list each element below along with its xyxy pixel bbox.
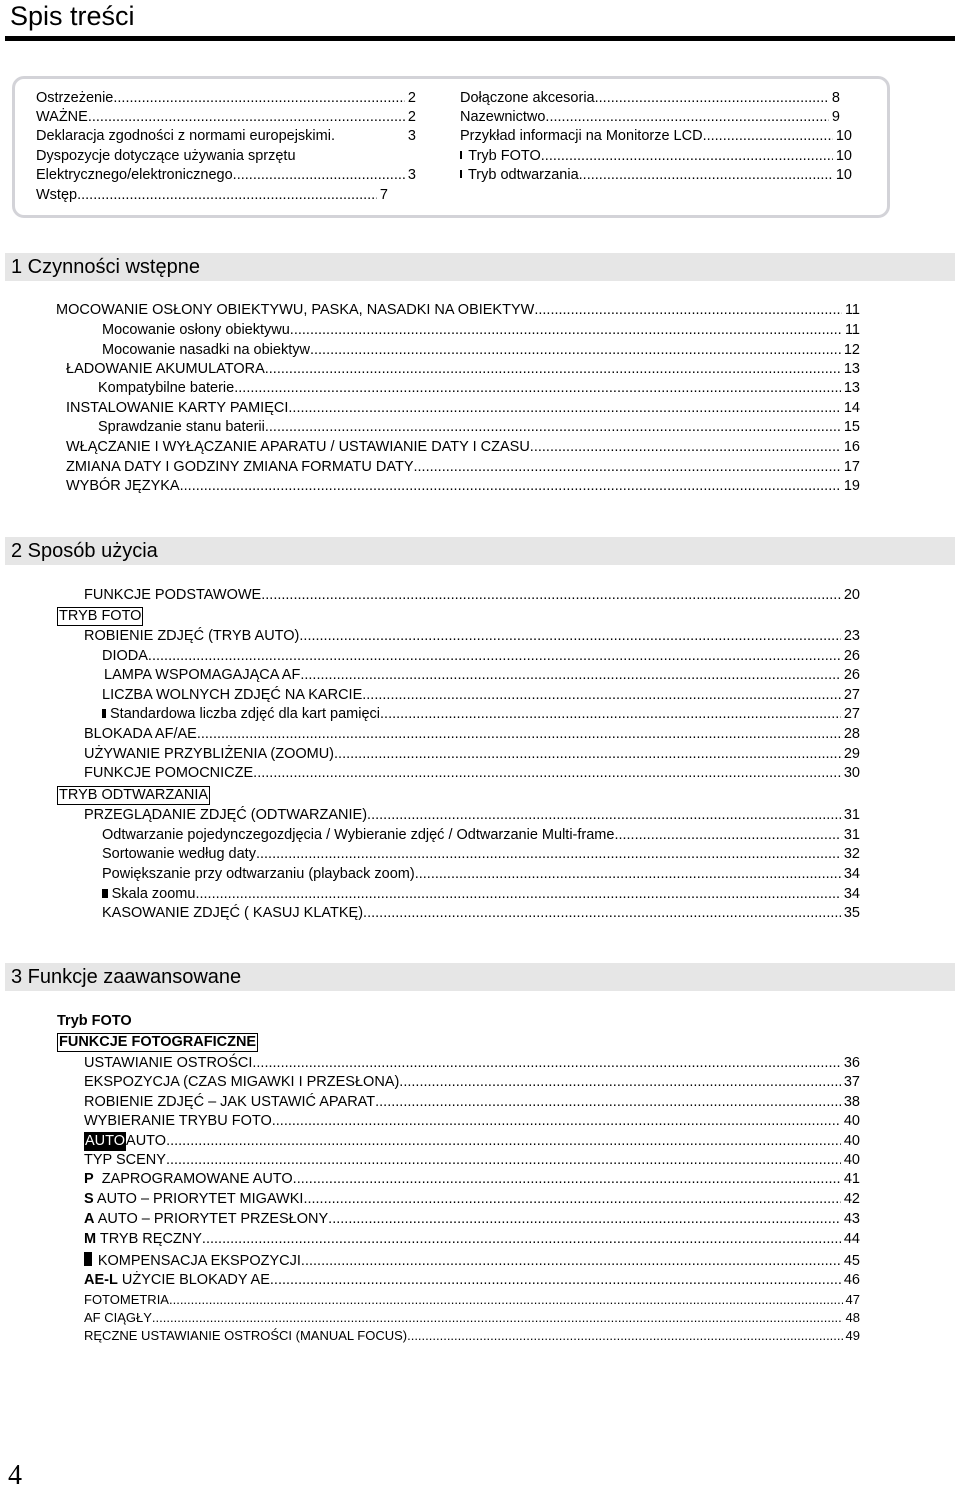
square-bullet-icon [102,889,108,898]
toc-entry[interactable] [102,705,860,724]
exposure-compensation-icon [84,1252,92,1266]
toc-page-number: 35 [843,905,860,921]
dot-leader [180,477,841,496]
toc-entry[interactable] [36,186,388,205]
dot-leader [303,1190,840,1209]
dot-leader [530,438,841,457]
toc-entry-label: AUTO [126,1133,167,1149]
toc-entry-label: Elektrycznego/elektronicznego. [36,167,237,183]
toc-entry[interactable] [84,1132,860,1151]
toc-entry-label: TRYB RĘCZNY [96,1231,202,1247]
toc-entry-label: Powiększanie przy odtwarzaniu (playback zoom) [102,866,415,882]
toc-entry-label: KASOWANIE ZDJĘĆ ( KASUJ KLATKĘ) [102,905,364,921]
dot-leader [300,666,841,685]
dot-leader [375,1093,841,1112]
toc-page-number: 12 [843,342,860,358]
toc-page-number: 44 [843,1231,860,1247]
toc-entry[interactable] [36,89,416,108]
toc-entry-label: AUTO – PRIORYTET MIGAWKI [93,1191,304,1207]
toc-entry[interactable] [98,379,860,398]
toc-entry-label: WYBIERANIE TRYBU FOTO [84,1113,272,1129]
toc-entry[interactable] [84,1308,860,1327]
toc-page-number: 40 [843,1133,860,1149]
dot-leader [202,1230,841,1249]
toc-page-number: 11 [844,322,860,338]
toc-entry[interactable] [66,399,860,418]
dot-leader [299,627,840,646]
toc-entry[interactable] [460,166,852,185]
toc-entry[interactable] [84,764,860,783]
toc-entry-label: Nazewnictwo [460,109,546,125]
toc-entry[interactable] [66,360,860,379]
toc-entry-label: BLOKADA AF/AE [84,726,197,742]
toc-entry[interactable] [84,1093,860,1112]
toc-entry-label: LICZBA WOLNYCH ZDJĘĆ NA KARCIE [102,687,363,703]
toc-entry-label: Wstęp [36,187,78,203]
toc-entry[interactable] [66,458,860,477]
toc-entry-label: ZMIANA DATY I GODZINY ZMIANA FORMATU DATY [66,459,414,475]
toc-entry[interactable] [84,1112,860,1131]
toc-entry-label: Deklaracja zgodności z normami europejskimi. [36,128,335,144]
dot-leader [265,360,841,379]
toc-entry-label: EKSPOZYCJA (CZAS MIGAWKI I PRZESŁONA) [84,1074,400,1090]
toc-entry[interactable] [84,586,860,605]
toc-page-number: 34 [843,866,860,882]
section-heading: 1 Czynności wstępne [5,253,955,281]
toc-entry[interactable] [102,321,860,340]
page-title: Spis treści [10,1,135,31]
toc-page-number: 10 [835,128,852,144]
toc-entry[interactable] [36,127,416,146]
toc-entry-text: Dyspozycje dotyczące używania sprzętu [36,148,296,164]
dot-leader [88,108,405,127]
dot-leader [290,321,842,340]
toc-page-number: 9 [831,109,840,125]
toc-page-number: 10 [835,148,852,164]
dot-leader [152,1308,843,1327]
toc-entry-label: USTAWIANIE OSTROŚCI [84,1055,253,1071]
dot-leader [579,166,833,185]
toc-entry[interactable] [102,341,860,360]
dot-leader [545,108,829,127]
toc-page-number: 41 [843,1171,860,1187]
dot-leader [415,865,841,884]
toc-page-number: 40 [843,1113,860,1129]
dot-leader [414,458,841,477]
toc-entry-label: PRZEGLĄDANIE ZDJĘĆ (ODTWARZANIE) [84,807,368,823]
dot-leader [113,89,405,108]
dot-leader [367,806,841,825]
toc-entry-label: AF CIĄGŁY [84,1310,152,1325]
square-bullet-icon [102,709,106,718]
toc-entry-label: Przykład informacji na Monitorze LCD [460,128,703,144]
toc-entry-label: ROBIENIE ZDJĘĆ (TRYB AUTO) [84,628,300,644]
toc-entry[interactable]: P ZAPROGRAMOWANE AUTO ..... 41 [84,1170,860,1189]
toc-entry-label: RĘCZNE USTAWIANIE OSTROŚCI (MANUAL FOCUS) [84,1328,408,1343]
dot-leader [237,166,405,185]
dot-leader [77,186,377,205]
toc-page-number: 32 [843,846,860,862]
toc-entry-label: WYBÓR JĘZYKA [66,478,180,494]
bullet-icon [460,151,462,159]
toc-entry-label: FUNKCJE PODSTAWOWE [84,587,262,603]
dot-leader [166,1151,841,1170]
toc-page-number: 43 [843,1211,860,1227]
toc-entry-label: Mocowanie osłony obiektywu [102,322,290,338]
toc-page-number: 2 [407,109,416,125]
toc-entry[interactable]: AE-L UŻYCIE BLOKADY AE ..... 46 [84,1271,860,1290]
dot-leader [234,379,841,398]
toc-entry[interactable] [84,1290,860,1309]
toc-page-number: 27 [843,687,860,703]
subsection-title: Tryb FOTO [57,1013,132,1029]
toc-entry-label: UŻYWANIE PRZYBLIŻENIA (ZOOMU) [84,746,335,762]
page-number: 4 [8,1460,22,1491]
dot-leader [166,1132,841,1151]
dot-leader [334,745,841,764]
toc-page-number: 7 [379,187,388,203]
toc-page-number: 26 [843,648,860,664]
dot-leader [270,1271,841,1290]
dot-leader [265,418,841,437]
toc-entry[interactable] [104,666,860,685]
toc-entry-label: KOMPENSACJA EKSPOZYCJI [97,1253,301,1269]
toc-entry-label: Mocowanie nasadki na obiektyw [102,342,310,358]
toc-entry[interactable] [84,725,860,744]
toc-page-number: 30 [843,765,860,781]
dot-leader [288,399,840,418]
toc-entry-label: INSTALOWANIE KARTY PAMIĘCI [66,400,289,416]
toc-entry-label: ŁADOWANIE AKUMULATORA [66,361,265,377]
toc-page-number: 15 [843,419,860,435]
toc-page-number: 16 [843,439,860,455]
toc-entry-label: LAMPA WSPOMAGAJĄCA AF [104,667,301,683]
subsection-box: FUNKCJE FOTOGRAFICZNE [59,1034,257,1050]
toc-page-number: 17 [843,459,860,475]
toc-page-number: 34 [843,886,860,902]
toc-entry-label: Sprawdzanie stanu baterii [98,419,265,435]
title-rule [5,36,955,41]
section-heading: 2 Sposób użycia [5,537,955,565]
toc-entry-label: WAŻNE [36,109,88,125]
toc-page-number: 19 [843,478,860,494]
toc-entry[interactable] [102,826,860,845]
toc-entry[interactable] [66,477,860,496]
toc-page-number: 36 [843,1055,860,1071]
toc-entry-label: Skala zoomu [111,886,196,902]
toc-entry[interactable] [84,1326,860,1345]
toc-entry[interactable] [102,865,860,884]
dot-leader [380,705,841,724]
dot-leader [595,89,829,108]
toc-page-number: 23 [843,628,860,644]
toc-entry-label: UŻYCIE BLOKADY AE [117,1272,270,1288]
dot-leader [195,885,840,904]
toc-entry[interactable] [460,89,840,108]
dot-leader [253,764,841,783]
toc-entry[interactable] [460,147,852,166]
dot-leader [407,1326,842,1345]
toc-entry[interactable] [56,301,860,320]
toc-entry-label: ROBIENIE ZDJĘĆ – JAK USTAWIĆ APARAT [84,1094,376,1110]
toc-entry-label: Ostrzeżenie [36,90,114,106]
toc-entry[interactable] [84,1251,860,1271]
dot-leader [399,1073,841,1092]
toc-entry[interactable] [84,1151,860,1170]
dot-leader [703,127,833,146]
section-heading: 3 Funkcje zaawansowane [5,963,955,991]
toc-page-number: 45 [843,1253,860,1269]
toc-page-number: 3 [407,167,416,183]
toc-entry-label: Standardowa liczba zdjęć dla kart pamięci [110,706,381,722]
toc-page-number: 49 [845,1328,860,1343]
toc-page-number: 29 [843,746,860,762]
toc-entry-label: Odtwarzanie pojedynczegozdjęcia / Wybieranie zdjęć / Odtwarzanie Multi-frame [102,827,615,843]
toc-entry-label: Sortowanie według daty [102,846,256,862]
dot-leader [363,904,841,923]
toc-entry-label: MOCOWANIE OSŁONY OBIEKTYWU, PASKA, NASADKI NA OBIEKTYW [56,302,535,318]
bullet-icon [460,170,462,178]
toc-entry-label: FOTOMETRIA [84,1292,169,1307]
toc-entry[interactable] [102,904,860,923]
toc-entry-label: Tryb odtwarzania [467,167,579,183]
toc-entry-label: WŁĄCZANIE I WYŁĄCZANIE APARATU / USTAWIANIE DATY I CZASU [66,439,530,455]
toc-page-number: 31 [843,807,860,823]
toc-entry[interactable] [84,745,860,764]
dot-leader [256,845,841,864]
toc-page-number: 42 [843,1191,860,1207]
toc-page-number: 13 [843,361,860,377]
toc-entry[interactable]: S AUTO – PRIORYTET MIGAWKI ..... 42 [84,1190,860,1209]
toc-page-number: 8 [831,90,840,106]
toc-entry[interactable] [460,108,840,127]
dot-leader [169,1290,843,1309]
toc-page-number: 31 [843,827,860,843]
toc-entry[interactable] [84,806,860,825]
dot-leader [293,1170,841,1189]
toc-entry-label: Dołączone akcesoria [460,90,595,106]
toc-entry[interactable] [102,647,860,666]
dot-leader [252,1054,840,1073]
toc-page-number: 46 [843,1272,860,1288]
subsection-box: TRYB ODTWARZANIA [59,787,209,803]
dot-leader [310,341,841,360]
dot-leader [541,147,833,166]
dot-leader [362,686,841,705]
toc-entry[interactable] [36,108,416,127]
toc-entry[interactable] [102,686,860,705]
toc-entry-label: DIODA [102,648,148,664]
toc-page-number: 10 [835,167,852,183]
toc-page-number: 2 [407,90,416,106]
toc-entry[interactable] [460,127,852,146]
toc-page-number: 3 [407,128,416,144]
toc-entry[interactable] [84,1054,860,1073]
toc-page-number: 40 [843,1152,860,1168]
toc-page-number: 11 [844,302,860,318]
toc-entry[interactable] [102,845,860,864]
toc-entry[interactable] [66,438,860,457]
dot-leader [328,1210,841,1229]
subsection-box: TRYB FOTO [59,608,142,624]
dot-leader [301,1252,841,1271]
toc-page-number: 28 [843,726,860,742]
toc-entry[interactable]: M TRYB RĘCZNY ..... 44 [84,1230,860,1249]
toc-entry-label: AUTO – PRIORYTET PRZESŁONY [94,1211,329,1227]
toc-entry[interactable] [84,1073,860,1092]
toc-entry[interactable] [102,885,860,904]
toc-entry[interactable] [98,418,860,437]
toc-entry-label: ZAPROGRAMOWANE AUTO [93,1171,293,1187]
toc-entry-label: Kompatybilne baterie [98,380,235,396]
dot-leader [534,301,842,320]
toc-page-number: 14 [843,400,860,416]
toc-entry[interactable]: A AUTO – PRIORYTET PRZESŁONY ..... 43 [84,1210,860,1229]
toc-entry-label: TYP SCENY [84,1152,166,1168]
toc-page-number: 37 [843,1074,860,1090]
dot-leader [261,586,841,605]
toc-page-number: 27 [843,706,860,722]
toc-entry[interactable] [36,166,416,185]
toc-page-number: 38 [843,1094,860,1110]
dot-leader [197,725,841,744]
toc-entry-label: Tryb FOTO [468,148,541,164]
dot-leader [272,1112,841,1131]
toc-page-number: 26 [843,667,860,683]
dot-leader [614,826,840,845]
toc-entry-label: FUNKCJE POMOCNICZE [84,765,254,781]
toc-entry[interactable] [84,627,860,646]
toc-page-number: 13 [843,380,860,396]
auto-mode-badge: AUTO [85,1133,126,1149]
toc-page-number: 20 [843,587,860,603]
dot-leader [148,647,841,666]
toc-page-number: 48 [845,1310,860,1325]
toc-page-number: 47 [845,1292,860,1307]
